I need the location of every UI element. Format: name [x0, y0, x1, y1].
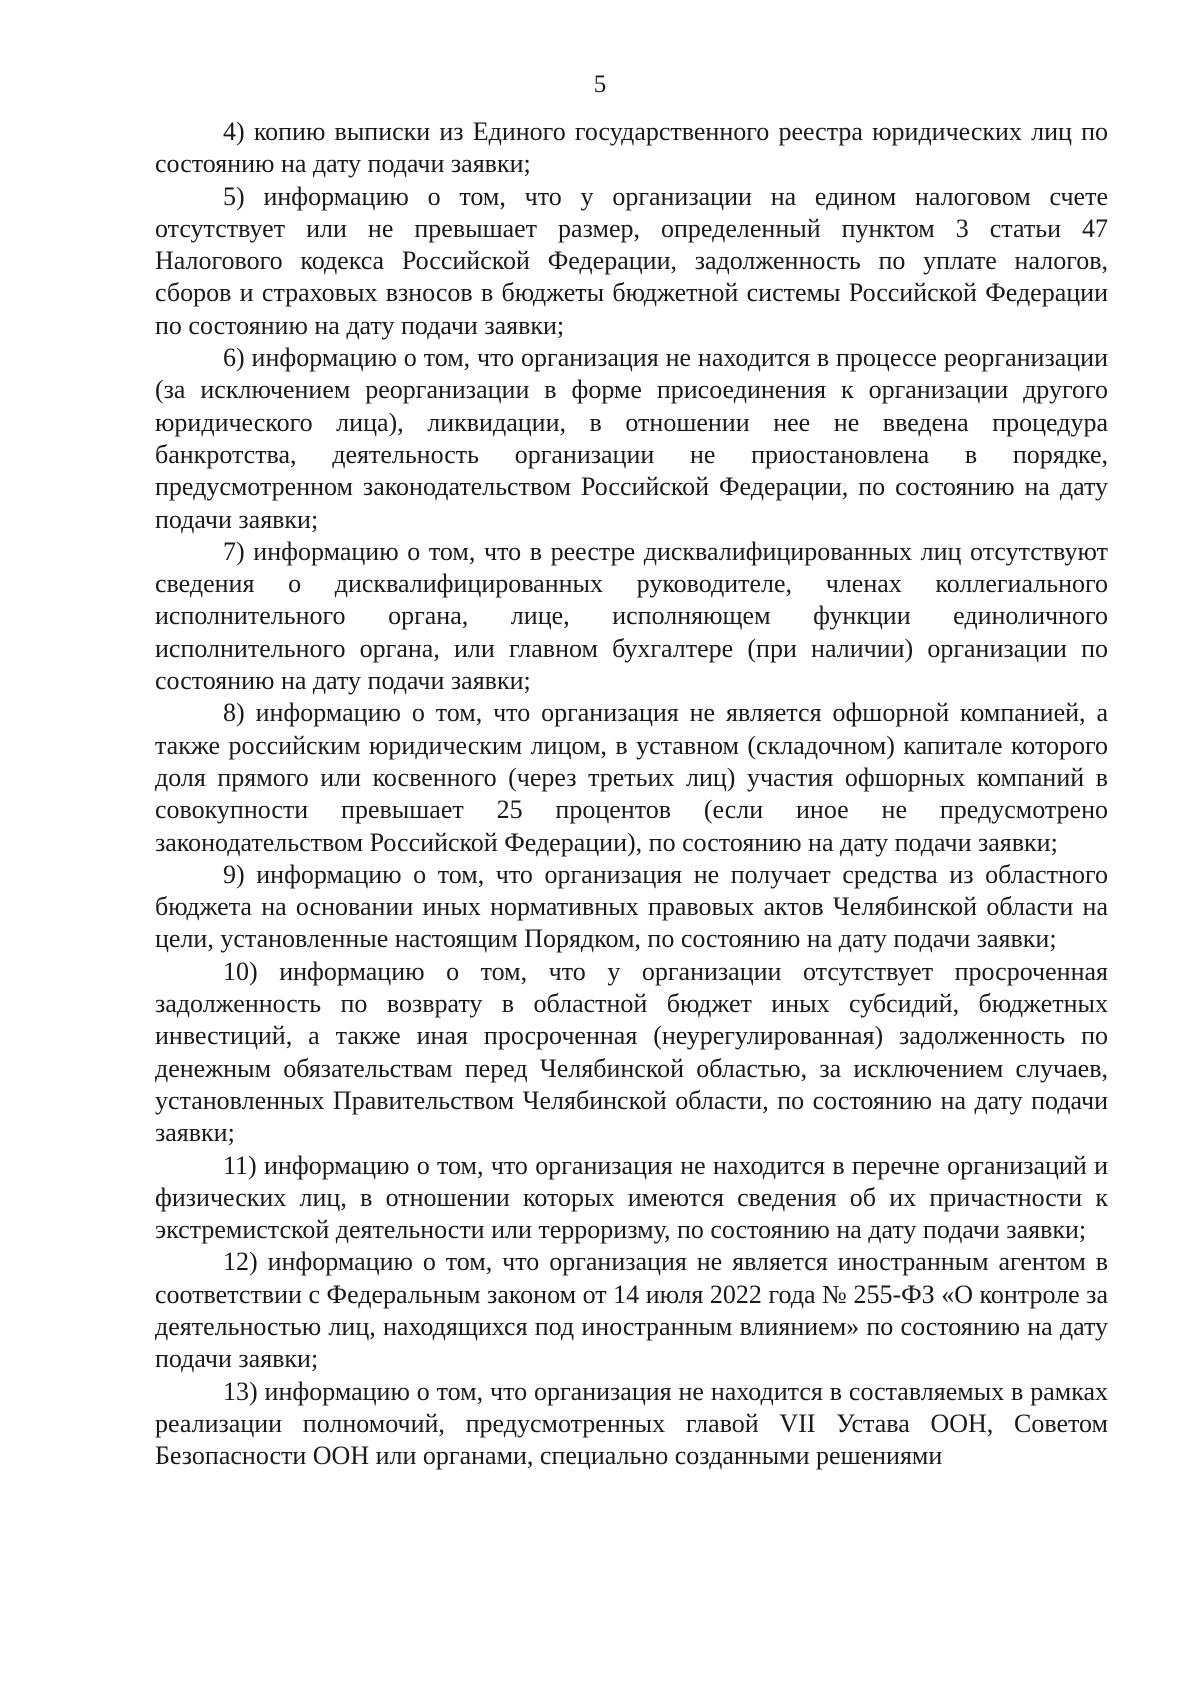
list-item-9: 9) информацию о том, что организация не получает средства из областного бюджета на основании иных нормативных правовых актов Челябинской области на цели, установленные настоящим Порядком, по состоянию на дату подачи заявки; [155, 859, 1108, 954]
list-item-10: 10) информацию о том, что у организации отсутствует просроченная задолженность по возврату в областной бюджет иных субсидий, бюджетных инвестиций, а также иная просроченная (неурегулированная) задолженность по денежным обязательствам перед Челябинской областью, за исключением случаев, установленных Правительством Челябинской области, по состоянию на дату подачи заявки; [155, 956, 1108, 1148]
list-item-8: 8) информацию о том, что организация не является офшорной компанией, а также российским юридическим лицом, в уставном (складочном) капитале которого доля прямого или косвенного (через третьих лиц) участия офшорных компаний в совокупности превышает 25 процентов (если иное не предусмотрено законодательством Российской Федерации), по состоянию на дату подачи заявки; [155, 698, 1108, 857]
list-item-12: 12) информацию о том, что организация не является иностранным агентом в соответствии с Федеральным законом от 14 июля 2022 года № 255-ФЗ «О контроле за деятельностью лиц, находящихся под иностранным влиянием» по состоянию на дату подачи заявки; [155, 1247, 1108, 1374]
list-item-13: 13) информацию о том, что организация не находится в составляемых в рамках реализации полномочий, предусмотренных главой VII Устава ООН, Советом Безопасности ООН или органами, специально созданными решениями [155, 1376, 1108, 1471]
list-item-7: 7) информацию о том, что в реестре дисквалифицированных лиц отсутствуют сведения о дисквалифицированных руководителе, членах коллегиального исполнительного органа, лице, исполняющем функции единоличного исполнительного органа, или главном бухгалтере (при наличии) организации по состоянию на дату подачи заявки; [155, 536, 1108, 696]
page-number: 5 [593, 71, 607, 98]
document-body [155, 116, 1108, 1472]
list-item-11: 11) информацию о том, что организация не находится в перечне организаций и физических лиц, в отношении которых имеются сведения об их причастности к экстремистской деятельности или терроризму, по состоянию на дату подачи заявки; [155, 1150, 1108, 1245]
list-item-4: 4) копию выписки из Единого государственного реестра юридических лиц по состоянию на дату подачи заявки; [155, 117, 1108, 179]
list-item-6: 6) информацию о том, что организация не находится в процессе реорганизации (за исключением реорганизации в форме присоединения к организации другого юридического лица), ликвидации, в отношении нее не введена процедура банкротства, деятельность организации не приостановлена в порядке, предусмотренном законодательством Российской Федерации, по состоянию на дату подачи заявки; [155, 343, 1108, 534]
list-item-5: 5) информацию о том, что у организации на едином налоговом счете отсутствует или не превышает размер, определенный пунктом 3 статьи 47 Налогового кодекса Российской Федерации, задолженность по уплате налогов, сборов и страховых взносов в бюджеты бюджетной системы Российской Федерации по состоянию на дату подачи заявки; [155, 181, 1108, 340]
